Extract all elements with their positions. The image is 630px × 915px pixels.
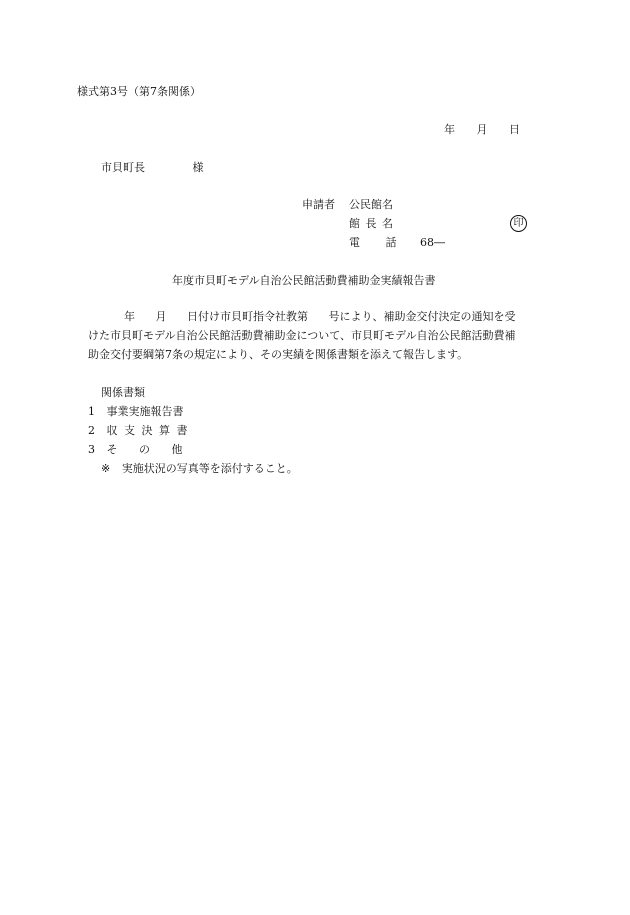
seal-icon: 印: [510, 215, 527, 232]
hall-name-label: 公民館名: [349, 198, 393, 211]
note-mark-icon: ※: [101, 462, 111, 475]
body-line-2: けた市貝町モデル自治公民館活動費補助金について、市貝町モデル自治公民館活動費補: [88, 329, 516, 342]
doc-item-text: 収 支 決 算 書: [106, 424, 188, 437]
applicant-label: 申請者: [302, 198, 335, 211]
docs-heading: 関係書類: [101, 386, 145, 399]
doc-item: [88, 424, 188, 438]
doc-item: [88, 405, 184, 419]
seal-mark: [510, 215, 527, 232]
addressee-suffix: 様: [192, 161, 204, 174]
doc-item: [88, 443, 183, 457]
note-line: [101, 462, 298, 476]
doc-item-text: そ の 他: [106, 443, 183, 456]
phone-prefix: 68―: [420, 236, 445, 249]
body-line-1: 年 月 日付け市貝町指令社教第 号により、補助金交付決定の通知を受: [124, 310, 516, 323]
doc-item-number: 2: [88, 424, 95, 437]
doc-item-number: 3: [88, 443, 95, 456]
note-text: 実施状況の写真等を添付すること。: [121, 462, 298, 475]
addressee-name: 市貝町長: [101, 161, 145, 174]
phone-row: [349, 236, 445, 250]
body-line-3: 助金交付要綱第7条の規定により、その実績を関係書類を添えて報告します。: [88, 348, 469, 361]
director-label: 館 長 名: [349, 217, 393, 230]
document-title: 年度市貝町モデル自治公民館活動費補助金実績報告書: [172, 274, 436, 287]
form-number: 様式第3号（第7条関係）: [77, 85, 201, 98]
doc-item-text: 事業実施報告書: [106, 405, 184, 418]
addressee: [101, 161, 204, 175]
phone-label: 電 話: [349, 236, 397, 249]
doc-item-number: 1: [88, 405, 95, 418]
date-line: 年 月 日: [444, 123, 520, 136]
